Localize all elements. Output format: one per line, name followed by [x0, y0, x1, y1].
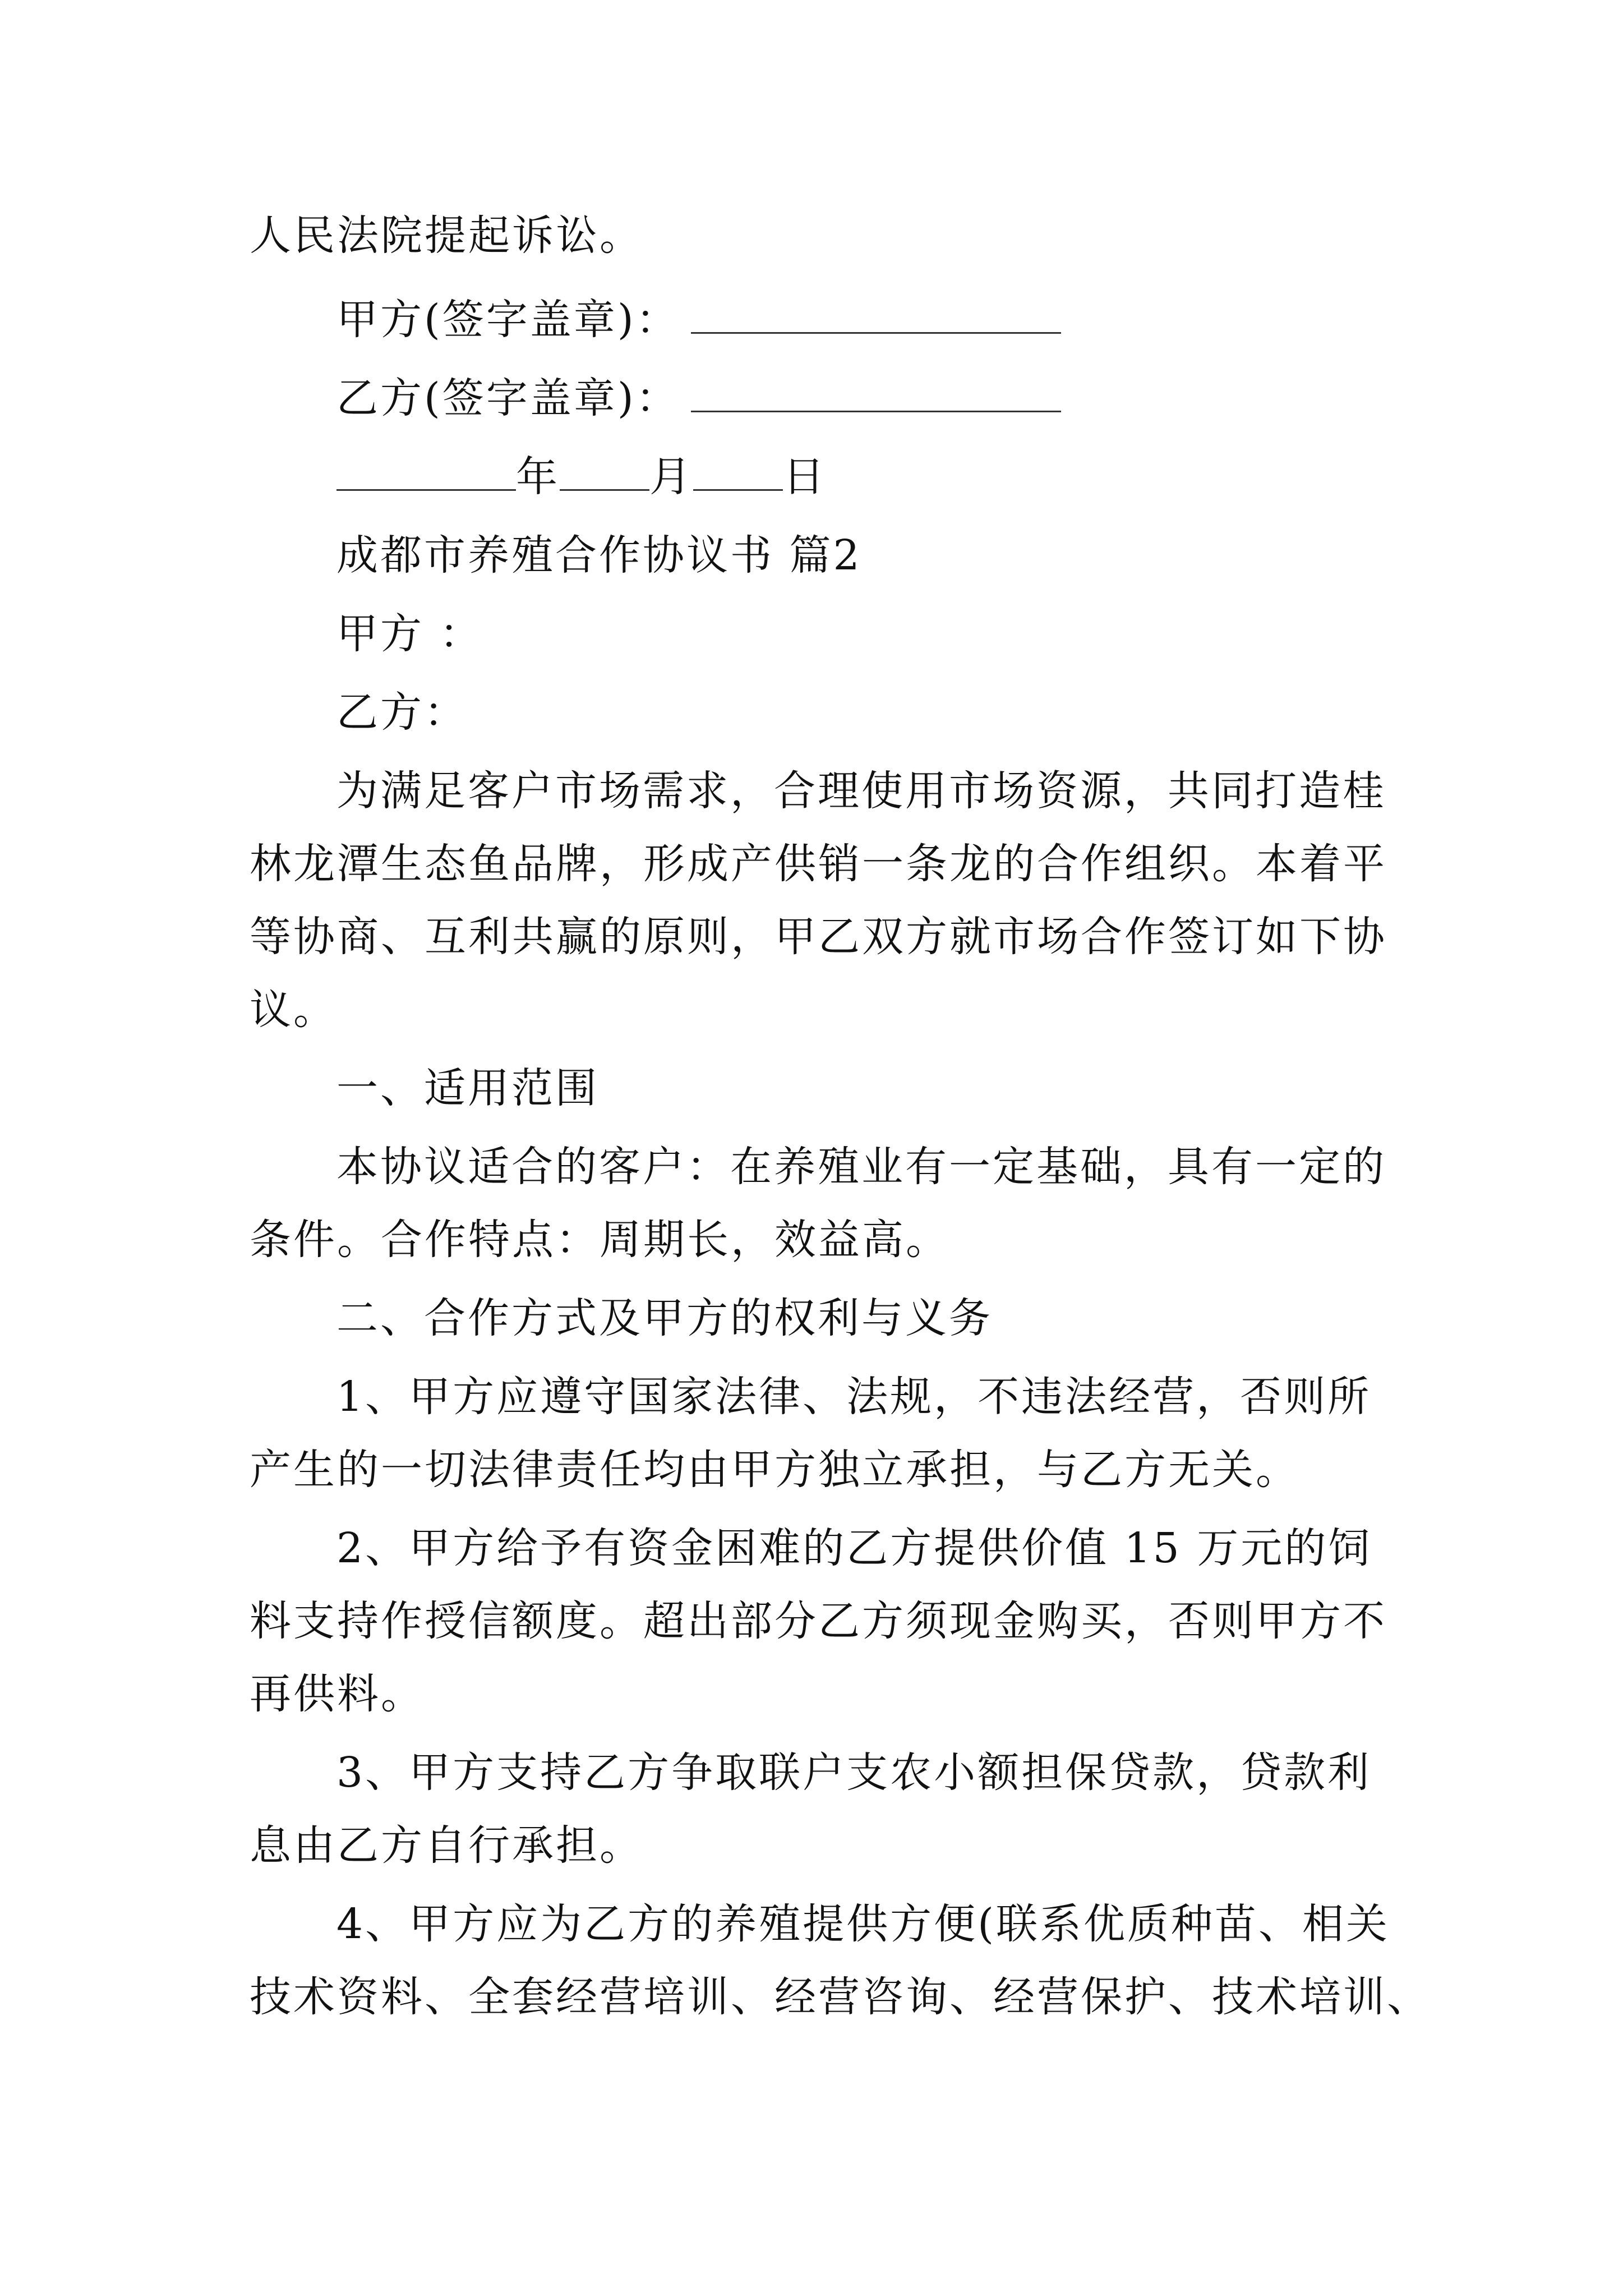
year-blank — [336, 450, 516, 491]
party-b-signature-blank — [691, 371, 1061, 412]
paragraph-line: 4、甲方应为乙方的养殖提供方便(联系优质种苗、相关 — [336, 1900, 1390, 1948]
paragraph-line: 料支持作授信额度。超出部分乙方须现金购买，否则甲方不 — [250, 1597, 1387, 1645]
party-b-label: 乙方： — [336, 688, 468, 737]
paragraph-line: 条件。合作特点：周期长，效益高。 — [250, 1216, 949, 1264]
heading-cooperation: 二、合作方式及甲方的权利与义务 — [336, 1294, 993, 1342]
party-b-signature-line — [336, 370, 1061, 426]
day-blank — [693, 450, 783, 491]
day-label: 日 — [783, 453, 827, 501]
party-a-signature-line — [336, 292, 1061, 348]
paragraph-line: 2、甲方给予有资金困难的乙方提供价值 15 万元的饲 — [336, 1524, 1372, 1572]
paragraph-line: 为满足客户市场需求，合理使用市场资源，共同打造桂 — [336, 767, 1386, 815]
heading-scope: 一、适用范围 — [336, 1064, 599, 1112]
paragraph-line: 等协商、互利共赢的原则，甲乙双方就市场合作签订如下协 — [250, 913, 1387, 961]
month-label: 月 — [649, 453, 693, 501]
paragraph-line: 本协议适合的客户：在养殖业有一定基础，具有一定的 — [336, 1143, 1386, 1191]
date-line — [336, 449, 827, 505]
paragraph-line: 产生的一切法律责任均由甲方独立承担，与乙方无关。 — [250, 1446, 1299, 1494]
year-label: 年 — [516, 453, 560, 501]
paragraph-line: 1、甲方应遵守国家法律、法规，不违法经营，否则所 — [336, 1373, 1372, 1421]
party-a-signature-blank — [691, 293, 1061, 334]
paragraph-line: 3、甲方支持乙方争取联户支农小额担保贷款，贷款利 — [336, 1749, 1372, 1797]
paragraph-line: 息由乙方自行承担。 — [250, 1821, 643, 1870]
section-title: 成都市养殖合作协议书 篇2 — [336, 531, 862, 579]
text-line: 人民法院提起诉讼。 — [250, 211, 643, 260]
paragraph-line: 再供料。 — [250, 1670, 425, 1718]
party-a-signature-label: 甲方(签字盖章)： — [336, 296, 680, 344]
month-blank — [560, 450, 649, 491]
party-a-label: 甲方 ： — [336, 610, 483, 658]
paragraph-line: 议。 — [250, 986, 337, 1034]
party-b-signature-label: 乙方(签字盖章)： — [336, 374, 680, 422]
paragraph-line: 林龙潭生态鱼品牌，形成产供销一条龙的合作组织。本着平 — [250, 840, 1387, 888]
paragraph-line: 技术资料、全套经营培训、经营咨询、经营保护、技术培训、 — [250, 1973, 1431, 2021]
